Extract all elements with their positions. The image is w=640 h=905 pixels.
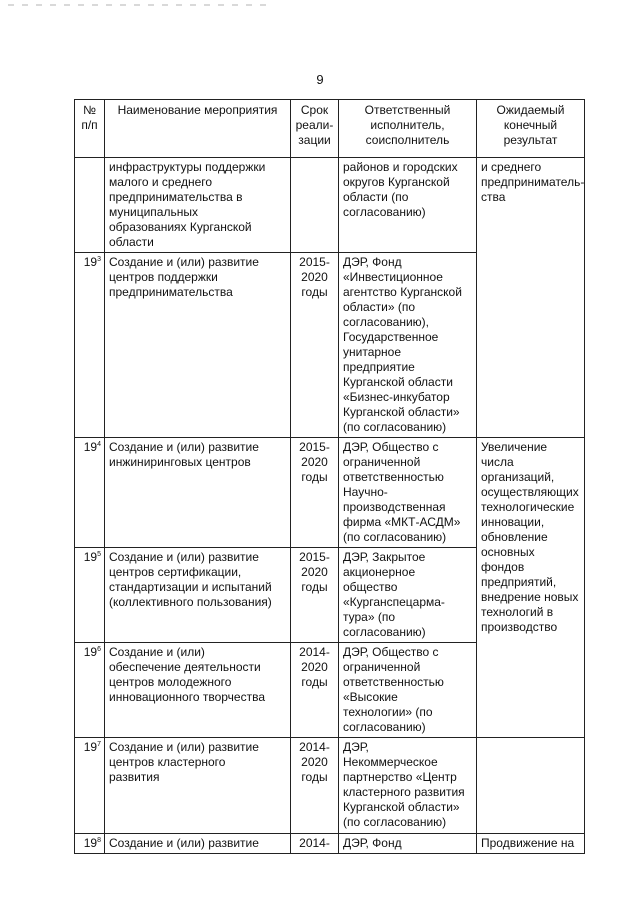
row-name: Создание и (или) развитие инжиниринговых центров	[105, 438, 291, 548]
row-responsible: ДЭР, Фонд «Инвестиционное агентство Курганской области» (по согласованию), Государственное унитарное предприятие Курганской области «Бизнес-инкубатор Курганской области» (по согласованию)	[339, 253, 477, 438]
header-result: Ожидаемый конечный результат	[477, 100, 585, 158]
row-number: $19^6$	[75, 643, 105, 738]
table-row	[75, 834, 585, 854]
row-responsible: ДЭР, Закрытое акционерное общество «Курганспецарма- тура» (по согласованию)	[339, 548, 477, 643]
row-responsible: ДЭР, Общество с ограниченной ответственностью Научно- производственная фирма «МКТ-АСДМ» (по согласованию)	[339, 438, 477, 548]
row-responsible: районов и городских округов Курганской области (по согласованию)	[339, 158, 477, 253]
page-number: 9	[316, 72, 324, 87]
row-name: Создание и (или) развитие центров кластерного развития	[105, 738, 291, 834]
row-term: 2015- 2020 годы	[291, 253, 339, 438]
row-term: 2014-	[291, 834, 339, 854]
row-name: Создание и (или) развитие центров сертификации, стандартизации и испытаний (коллективного пользования)	[105, 548, 291, 643]
measures-table	[74, 99, 585, 854]
row-responsible: ДЭР, Некоммерческое партнерство «Центр кластерного развития Курганской области» (по согласованию)	[339, 738, 477, 834]
row-number	[75, 158, 105, 253]
row-result	[477, 738, 585, 834]
row-responsible: ДЭР, Общество с ограниченной ответственностью «Высокие технологии» (по согласованию)	[339, 643, 477, 738]
row-term: 2014- 2020 годы	[291, 738, 339, 834]
row-name: Создание и (или) развитие центров поддержки предпринимательства	[105, 253, 291, 438]
table-row	[75, 738, 585, 834]
row-result: и среднего предприниматель- ства	[477, 158, 585, 438]
row-name: инфраструктуры поддержки малого и среднего предпринимательства в муниципальных образованиях Курганской области	[105, 158, 291, 253]
row-term: 2015- 2020 годы	[291, 548, 339, 643]
row-name: Создание и (или) развитие	[105, 834, 291, 854]
header-name: Наименование мероприятия	[105, 100, 291, 158]
row-term	[291, 158, 339, 253]
scan-artifact	[8, 4, 268, 6]
row-number: $19^8$	[75, 834, 105, 854]
table-header-row	[75, 100, 585, 158]
row-responsible: ДЭР, Фонд	[339, 834, 477, 854]
row-number: $19^3$	[75, 253, 105, 438]
header-responsible: Ответственный исполнитель, соисполнитель	[339, 100, 477, 158]
row-number: $19^5$	[75, 548, 105, 643]
row-number: $19^4$	[75, 438, 105, 548]
row-term: 2015- 2020 годы	[291, 438, 339, 548]
header-number: № п/п	[75, 100, 105, 158]
row-result: Продвижение на	[477, 834, 585, 854]
header-term: Срок реали- зации	[291, 100, 339, 158]
row-number: $19^7$	[75, 738, 105, 834]
table-row	[75, 158, 585, 253]
table-row	[75, 438, 585, 548]
row-term: 2014- 2020 годы	[291, 643, 339, 738]
row-name: Создание и (или) обеспечение деятельности центров молодежного инновационного творчества	[105, 643, 291, 738]
row-result-merged: Увеличение числа организаций, осуществляющих технологические инновации, обновление основных фондов предприятий, внедрение новых технологий в производство	[477, 438, 585, 738]
